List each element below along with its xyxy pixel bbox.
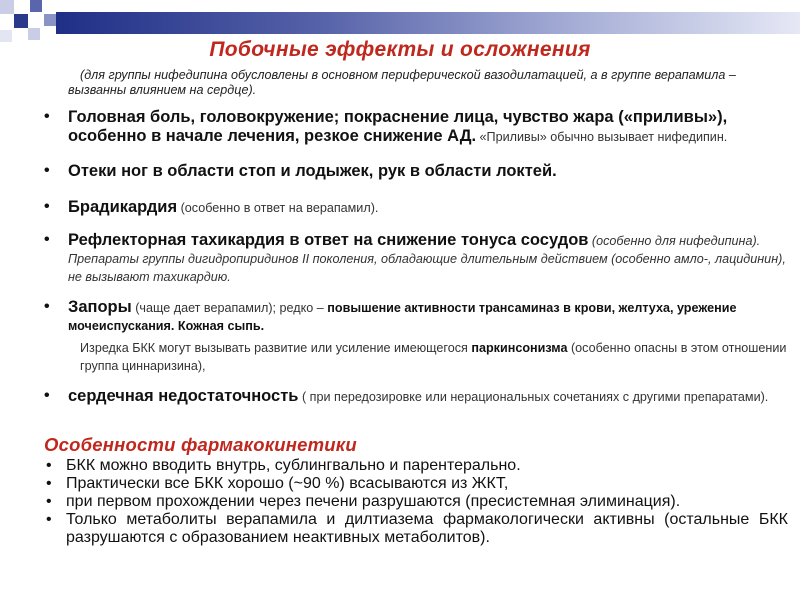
item-note: (особенно для нифедипина). Препараты группы дигидропиридинов II поколения, обладающие длительным действием (особенно амло-, лацидинин), не вызывают тахикардию.: [68, 234, 786, 284]
item-main: Запоры: [68, 298, 132, 316]
item-note-bold: повышение активности трансаминаз в крови, желтуха, урежение мочеиспускания. Кожная сыпь.: [68, 301, 737, 333]
item-main: Отеки ног в области стоп и лодыжек, рук в области локтей.: [68, 162, 557, 180]
list-item: [44, 511, 788, 547]
corner-square: [30, 0, 42, 12]
parkinson-pre: Изредка БКК могут вызывать развитие или усиление имеющегося: [80, 341, 472, 355]
list-item: [44, 457, 788, 475]
list-item: [44, 493, 788, 511]
list-item: [40, 298, 788, 335]
item-main: Брадикардия: [68, 198, 178, 216]
bullet: •: [44, 298, 50, 315]
item-text: Только метаболиты верапамила и дилтиазема фармакологически активны (остальные БКК разрушаются с образованием неактивных метаболитов).: [66, 511, 788, 546]
pharmacokinetics-title: Особенности фармакокинетики: [44, 434, 357, 455]
bullet: •: [44, 162, 50, 179]
list-item: [40, 231, 788, 286]
bullet: •: [44, 231, 50, 248]
bullet: •: [44, 387, 50, 404]
item-note: (чаще дает верапамил); редко –: [131, 301, 328, 315]
parkinson-note: [40, 339, 788, 375]
slide-subtitle: (для группы нифедипина обусловлены в основном периферической вазодилатацией, а в группе верапамила – вызванны влиянием на сердце).: [68, 68, 736, 97]
item-note: «Приливы» обычно вызывает нифедипин.: [476, 130, 728, 144]
list-item: [40, 387, 788, 406]
pharmacokinetics-list: [44, 457, 788, 547]
bullet: •: [46, 457, 52, 474]
item-main: Головная боль, головокружение; покраснение лица, чувство жара («приливы»), особенно в начале лечения, резкое снижение АД.: [68, 108, 728, 145]
item-note: ( при передозировке или нерациональных сочетаниях с другими препаратами).: [298, 390, 769, 404]
corner-square: [0, 0, 14, 14]
item-main: Рефлекторная тахикардия в ответ на снижение тонуса сосудов: [68, 231, 589, 249]
item-text: Практически все БКК хорошо (~90 %) всасываются из ЖКТ,: [66, 475, 509, 492]
corner-square: [14, 14, 28, 28]
bullet: •: [44, 108, 50, 125]
item-text: БКК можно вводить внутрь, сублингвально и парентерально.: [66, 457, 521, 474]
list-item: [40, 162, 788, 181]
bullet: •: [46, 511, 52, 528]
item-note: (особенно в ответ на верапамил).: [177, 201, 379, 215]
header-gradient-bar: [56, 12, 800, 34]
item-main: сердечная недостаточность: [68, 387, 299, 405]
parkinson-post: (особенно опасны в этом отношении группа циннаризина),: [80, 341, 787, 373]
list-item: [44, 475, 788, 493]
bullet: •: [46, 493, 52, 510]
side-effects-list: [40, 108, 788, 406]
slide-title: Побочные эффекты и осложнения: [209, 38, 591, 61]
list-item: [40, 198, 788, 217]
item-text: при первом прохождении через печени разрушаются (пресистемная элиминация).: [66, 493, 681, 510]
parkinson-bold: паркинсонизма: [471, 341, 568, 355]
bullet: •: [46, 475, 52, 492]
bullet: •: [44, 198, 50, 215]
list-item: [40, 108, 788, 146]
corner-square: [44, 14, 56, 26]
